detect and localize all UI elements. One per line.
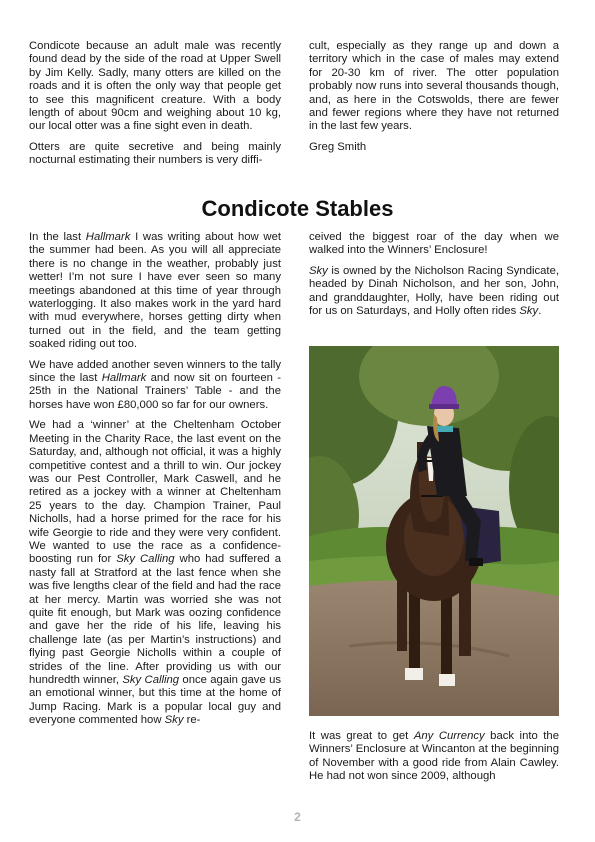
horse-rider-photo <box>309 346 559 716</box>
page-number: 2 <box>294 810 301 824</box>
article-top-right-column <box>309 40 559 154</box>
stables-paragraph-3: We had a ‘winner’ at the Cheltenham October Meeting in the Charity Race, the last event on the Saturday, and, although not official, it was a highly competitive contest and a thrill to win. Our jockey was our Pest Controller, Mark Caswell, and he retired as a jockey with a winner at Cheltenham 25 years to the day. Champion Trainer, Paul Nicholls, had a horse primed for the race for his wife Georgie to ride and they were very confident. We wanted to use the race as a confidence-boosting run for Sky Calling who had suffered a nasty fall at Stratford at the last fence when she was five lengths clear of the field and had the race at her mercy. Martin was worried she was not quite fit enough, but Mark was oozing confidence and gave her the ride of his life, leaving his challenge late (as per Martin’s instructions) and flying past Georgie Nicholls within a couple of strides of the line. After providing us with our hundredth winner, Sky Calling once again gave us an emotional winner, but this time at the home of Jump Racing. Mark is a popular local guy and everyone commented how Sky re- <box>29 419 282 727</box>
stables-paragraph-2: We have added another seven winners to the tally since the last Hallmark and now sit on fourteen - 25th in the National Trainers’ Table - and the horses have won £80,000 so far for our owners. <box>29 358 282 411</box>
author-signature: Greg Smith <box>309 140 367 153</box>
stables-paragraph-4: ceived the biggest roar of the day when we walked into the Winners’ Enclosure! <box>309 231 559 257</box>
stables-paragraph-5: Sky is owned by the Nicholson Racing Syndicate, headed by Dinah Nicholson, and her son, John, and granddaughter, Holly, have been riding out for us on Saturdays, and Holly often rides Sky. <box>309 264 559 318</box>
stables-right-column-top <box>309 231 559 318</box>
section-title: Condicote Stables <box>201 196 394 221</box>
article-top-left-column <box>29 40 281 168</box>
stables-paragraph-6: It was great to get Any Currency back into the Winners’ Enclosure at Wincanton at the beginning of November with a good ride from Alain Cawley. He had not won since 2009, although <box>309 730 559 783</box>
otter-paragraph-3: cult, especially as they range up and down a territory which in the case of males may extend for 20-30 km of river. The otter population probably now runs into several thousands though, and, as here in the Cotswolds, there are fewer and fewer regions where they have not returned in the last few years. <box>309 40 559 133</box>
stables-right-column-bottom <box>309 730 559 784</box>
stables-paragraph-1: In the last Hallmark I was writing about how wet the summer had been. As you will all appreciate there is no change in the weather, probably just wetter! I’m not sure I have ever seen so many meetings abandoned at this time of year through waterlogging. It also makes work in the yard hard with mud everywhere, horses getting dirty when turned out in the field, and the team getting soaked riding out too. <box>29 231 281 351</box>
stables-left-column <box>29 231 281 728</box>
otter-paragraph-2: Otters are quite secretive and being mainly nocturnal estimating their numbers is very diffi- <box>29 140 281 167</box>
otter-paragraph-1: Condicote because an adult male was recently found dead by the side of the road at Upper Swell by Jim Kelly. Sadly, many otters are killed on the roads and it is often the only way that people get to see this magnificent creature. With a body length of about 90cm and weighing about 10 kg, our local otter was a fine sight even in death. <box>29 40 281 133</box>
